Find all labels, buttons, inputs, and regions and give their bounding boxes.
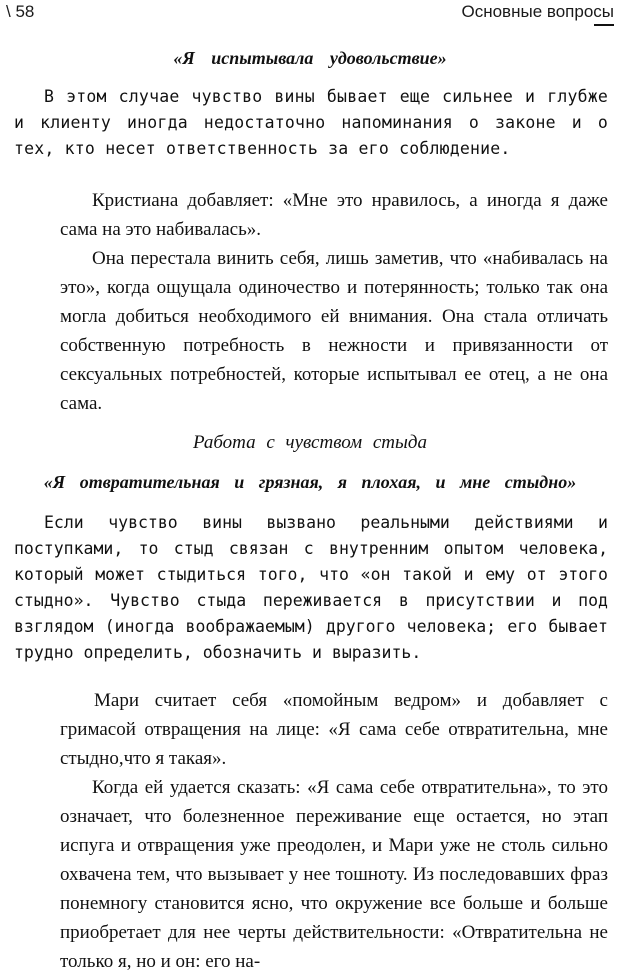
quote-heading-disgust: «Я отвратительная и грязная, я плохая, и мне стыдно» [43, 472, 577, 492]
author-paragraph-guilt [0, 84, 620, 162]
author-paragraph-shame [0, 510, 620, 666]
case-example-christiane [0, 186, 620, 418]
case-paragraph: Она перестала винить себя, лишь заметив, что «набивалась на это», когда ощущала одиночество и потерянность; только так она могла добиться необходимого ей внимания. Она стала отличать собственную потребность в нежности и привязанности от сексуальных потребностей, которые испытывал ее отец, а не она сама. [60, 248, 608, 414]
case-paragraph: Мари считает себя «помойным ведром» и добавляет с гримасой отвращения на лице: «Я сама себе отвратительна, мне стыдно,что я такая». [60, 690, 608, 769]
running-header [0, 0, 620, 40]
section-title-shame: Работа с чувством стыда [192, 432, 427, 453]
paragraph: Если чувство вины вызвано реальными действиями и поступками, то стыд связан с внутренним опытом человека, который может стыдиться того, что «он такой и ему от этого стыдно». Чувство стыда переживается в присутствии и под взглядом (иногда воображаемым) другого человека; его бывает трудно определить, обозначить и выразить. [14, 513, 608, 662]
case-paragraph: Когда ей удается сказать: «Я сама себе отвратительна», то это означает, что болезненное переживание еще остается, но этап испуга и отвращения уже преодолен, и Мари уже не столь сильно охвачена тем, что вызывает у нее тошноту. Из последовавших фраз понемногу становится ясно, что окружение все больше и больше приобретает для нее черты действительности: «Отвратительна не только я, но и он: его на- [60, 777, 608, 972]
case-paragraph: Кристиана добавляет: «Мне это нравилось, а иногда я даже сама на это набивалась». [60, 190, 608, 240]
quote-heading-pleasure: «Я испытывала удовольствие» [173, 48, 447, 68]
paragraph: В этом случае чувство вины бывает еще сильнее и глубже и клиенту иногда недостаточно напоминания о законе и о тех, кто несет ответственность за его соблюдение. [14, 87, 608, 158]
case-example-marie [0, 686, 620, 976]
running-title: Основные вопросы [461, 2, 614, 21]
header-dash [594, 24, 614, 26]
page-number: \ 58 [6, 2, 35, 21]
